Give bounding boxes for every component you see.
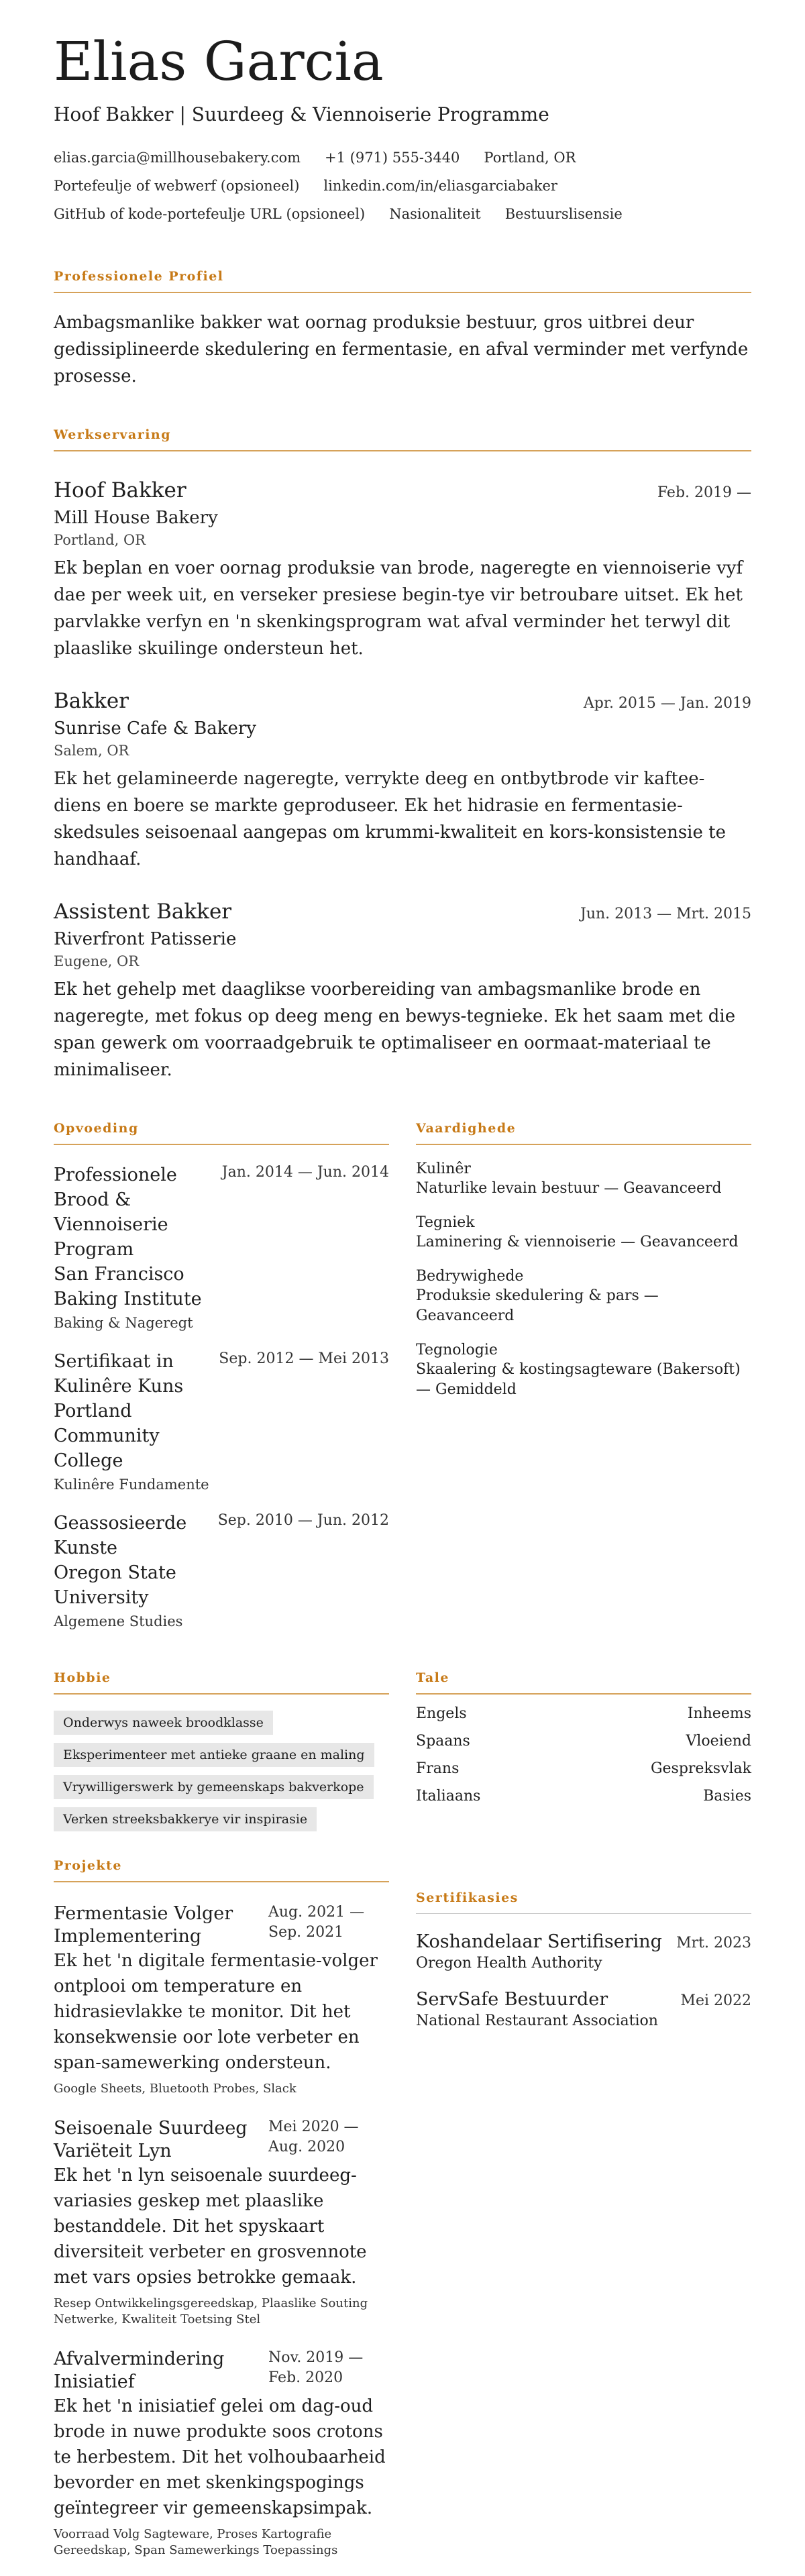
- skill-entry: [416, 1160, 751, 1199]
- certifications-section: [416, 1858, 751, 2559]
- language-level: Gespreksvlak: [650, 1760, 751, 1777]
- contact-license: Bestuurslisensie: [504, 206, 623, 222]
- contact-email[interactable]: elias.garcia@millhousebakery.com: [54, 150, 301, 166]
- education-school: San Francisco Baking Institute: [54, 1264, 202, 1309]
- languages-section: [416, 1670, 751, 1831]
- education-dates: Sep. 2012 — Mei 2013: [219, 1350, 389, 1367]
- job-entry: [54, 478, 751, 662]
- job-title: Assistent Bakker: [54, 900, 232, 924]
- education-school: Oregon State University: [54, 1562, 176, 1608]
- job-dates: Jun. 2013 — Mrt. 2015: [580, 906, 751, 922]
- skill-value: Skaalering & kostingsagteware (Bakersoft) — Gemiddeld: [416, 1361, 741, 1398]
- education-dates: Jan. 2014 — Jun. 2014: [221, 1164, 389, 1181]
- job-description: Ek beplan en voer oornag produksie van brode, nageregte en viennoiserie vyf dae per week uit, en verseker presiese begin-tye vir betroubare uitset. Ek het parvlakke verfyn en 'n skenkingsprogram wat afval verminder het terwyl dit plaaslike skuilinge ondersteun het.: [54, 558, 743, 659]
- language-name: Engels: [416, 1705, 467, 1722]
- certification-org: Oregon Health Authority: [416, 1955, 602, 1972]
- project-title: Fermentasie Volger Implementering: [54, 1903, 233, 1947]
- hobbies-section: [54, 1670, 389, 1831]
- projects-section: [54, 1858, 389, 2559]
- profile-text: Ambagsmanlike bakker wat oornag produksie bestuur, gros uitbrei deur gedissiplineerde skedulering en fermentasie, en afval verminder met verfynde prosesse.: [54, 313, 749, 386]
- contact-phone[interactable]: +1 (971) 555-3440: [325, 150, 460, 166]
- contact-github[interactable]: GitHub of kode-portefeulje URL (opsioneel): [54, 206, 366, 222]
- job-location: Eugene, OR: [54, 953, 140, 969]
- experience-section: [54, 427, 751, 1083]
- skill-entry: [416, 1341, 751, 1400]
- skill-category: Tegnologie: [416, 1342, 498, 1358]
- skill-value: Produksie skedulering & pars — Geavanceerd: [416, 1287, 659, 1324]
- education-school: Portland Community College: [54, 1401, 160, 1471]
- education-skills-row: [54, 1121, 751, 1630]
- job-location: Portland, OR: [54, 532, 146, 548]
- education-field: Algemene Studies: [54, 1613, 183, 1629]
- section-title-experience: Werkservaring: [54, 427, 751, 451]
- project-title: Afvalvermindering Inisiatief: [54, 2349, 225, 2392]
- language-name: Spaans: [416, 1733, 470, 1750]
- project-tech: Resep Ontwikkelingsgereedskap, Plaaslike Souting Netwerke, Kwaliteit Toetsing Stel: [54, 2296, 368, 2326]
- project-entry: [54, 1902, 389, 2097]
- job-subtitle: Hoof Bakker | Suurdeeg & Viennoiserie Programme: [54, 103, 549, 125]
- job-company: Sunrise Cafe & Bakery: [54, 718, 256, 739]
- hobby-tag: Vrywilligerswerk by gemeenskaps bakverkope: [54, 1775, 374, 1799]
- skill-value: Laminering & viennoiserie — Geavanceerd: [416, 1234, 739, 1250]
- language-name: Frans: [416, 1760, 460, 1777]
- job-title: Bakker: [54, 689, 129, 713]
- language-level: Inheems: [687, 1705, 751, 1722]
- section-title-profile: Professionele Profiel: [54, 269, 751, 293]
- contact-portfolio[interactable]: Portefeulje of webwerf (opsioneel): [54, 178, 300, 194]
- project-tech: Voorraad Volg Sagteware, Proses Kartografie Gereedskap, Span Samewerkings Toepassings: [54, 2527, 338, 2557]
- education-entry: [54, 1163, 389, 1332]
- education-degree: Sertifikaat in Kulinêre Kuns: [54, 1351, 184, 1397]
- project-description: Ek het 'n lyn seisoenale suurdeeg-variasies geskep met plaaslike bestanddele. Dit het spyskaart diversiteit verbeter en grosvennote met vars opsies betrokke gemaak.: [54, 2165, 367, 2288]
- language-row: [416, 1705, 751, 1722]
- education-degree: Professionele Brood & Viennoiserie Program: [54, 1165, 177, 1260]
- skill-category: Tegniek: [416, 1214, 475, 1231]
- hobby-tag: Eksperimenteer met antieke graane en maling: [54, 1743, 374, 1767]
- education-field: Kulinêre Fundamente: [54, 1477, 209, 1493]
- job-dates: Apr. 2015 — Jan. 2019: [583, 695, 751, 712]
- job-description: Ek het gehelp met daaglikse voorbereiding van ambagsmanlike brode en nageregte, met fokus op deeg meng en bewys-tegnieke. Ek het saam met die span gewerk om voorraadgebruik te optimaliseer en oormaat-materiaal te minimaliseer.: [54, 979, 736, 1080]
- section-title-hobbies: Hobbie: [54, 1670, 389, 1695]
- job-company: Mill House Bakery: [54, 508, 218, 528]
- project-entry: [54, 2348, 389, 2559]
- language-name: Italiaans: [416, 1788, 481, 1805]
- section-title-skills: Vaardighede: [416, 1121, 751, 1145]
- certification-name: ServSafe Bestuurder: [416, 1989, 608, 2010]
- project-tech: Google Sheets, Bluetooth Probes, Slack: [54, 2082, 297, 2096]
- profile-section: [54, 269, 751, 390]
- education-degree: Geassosieerde Kunste: [54, 1513, 187, 1558]
- skill-value: Naturlike levain bestuur — Geavanceerd: [416, 1180, 722, 1197]
- certification-date: Mei 2022: [680, 1992, 751, 2009]
- person-name: Elias Garcia: [54, 30, 384, 93]
- section-title-languages: Tale: [416, 1670, 751, 1695]
- project-description: Ek het 'n digitale fermentasie-volger ontplooi om temperature en hidrasievlakke te monitor. Dit het konsekwensie oor lote verbeter en span-samewerking ondersteun.: [54, 1951, 378, 2073]
- certification-org: National Restaurant Association: [416, 2012, 658, 2029]
- hobbies-languages-row: [54, 1670, 751, 1831]
- contact-list: [54, 150, 751, 222]
- education-entry: [54, 1511, 389, 1630]
- job-entry: [54, 689, 751, 873]
- job-title: Hoof Bakker: [54, 478, 186, 502]
- language-level: Basies: [703, 1788, 751, 1805]
- skills-section: [416, 1121, 751, 1630]
- section-title-education: Opvoeding: [54, 1121, 389, 1145]
- certification-date: Mrt. 2023: [676, 1935, 751, 1951]
- project-entry: [54, 2117, 389, 2328]
- education-section: [54, 1121, 389, 1630]
- certification-name: Koshandelaar Sertifisering: [416, 1931, 662, 1952]
- language-row: [416, 1760, 751, 1777]
- section-title-certifications: Sertifikasies: [416, 1890, 751, 1914]
- skill-category: Kulinêr: [416, 1161, 471, 1177]
- language-level: Vloeiend: [686, 1733, 751, 1750]
- projects-certs-row: [54, 1858, 751, 2559]
- skill-category: Bedrywighede: [416, 1268, 524, 1285]
- skill-entry: [416, 1214, 751, 1252]
- skill-entry: [416, 1267, 751, 1326]
- contact-nationality: Nasionaliteit: [389, 206, 481, 222]
- hobby-tag: Verken streeksbakkerye vir inspirasie: [54, 1807, 317, 1831]
- job-dates: Feb. 2019 —: [657, 484, 751, 501]
- project-dates: Aug. 2021 — Sep. 2021: [268, 1904, 365, 1941]
- contact-location: Portland, OR: [484, 150, 576, 166]
- certification-entry: [416, 1989, 751, 2029]
- contact-linkedin[interactable]: linkedin.com/in/eliasgarciabaker: [323, 178, 557, 194]
- job-company: Riverfront Patisserie: [54, 929, 237, 949]
- hobby-tag: Onderwys naweek broodklasse: [54, 1711, 273, 1735]
- project-dates: Nov. 2019 — Feb. 2020: [268, 2349, 364, 2386]
- education-field: Baking & Nageregt: [54, 1315, 193, 1331]
- language-row: [416, 1788, 751, 1805]
- project-dates: Mei 2020 — Aug. 2020: [268, 2118, 359, 2155]
- education-entry: [54, 1349, 389, 1493]
- education-dates: Sep. 2010 — Jun. 2012: [217, 1512, 389, 1529]
- job-description: Ek het gelamineerde nageregte, verrykte deeg en ontbytbrode vir kaftee-diens en boere se markte geproduseer. Ek het hidrasie en fermentasie-skedsules seisoenaal aangepas om krummi-kwaliteit en kors-konsistensie te handhaaf.: [54, 769, 726, 869]
- job-location: Salem, OR: [54, 743, 129, 759]
- language-row: [416, 1733, 751, 1750]
- section-title-projects: Projekte: [54, 1858, 389, 1882]
- job-entry: [54, 900, 751, 1083]
- certification-entry: [416, 1931, 751, 1972]
- project-description: Ek het 'n inisiatief gelei om dag-oud brode in nuwe produkte soos crotons te herbestem. Dit het volhoubaarheid bevorder en met skenkingspogings geïntegreer vir gemeenskapsimpak.: [54, 2396, 386, 2518]
- project-title: Seisoenale Suurdeeg Variëteit Lyn: [54, 2118, 248, 2161]
